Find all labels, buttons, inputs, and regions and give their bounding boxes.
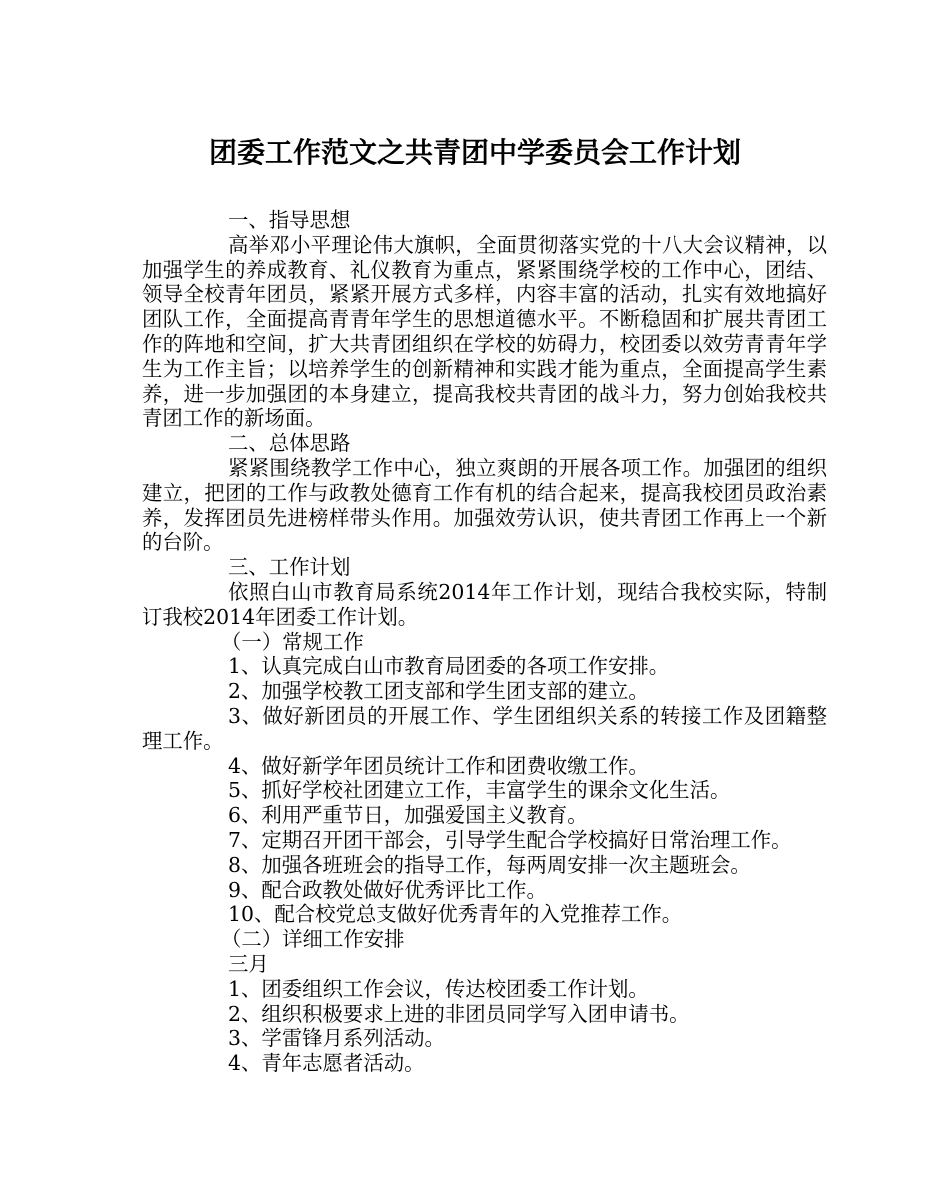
document-body xyxy=(142,208,827,1076)
list-item: 3、学雷锋月系列活动。 xyxy=(228,1026,445,1051)
paragraph-work-plan: 依照白山市教育局系统2014年工作计划，现结合我校实际，特制订我校2014年团委工作计划。 xyxy=(142,579,827,629)
list-item: 7、定期召开团干部会，引导学生配合学校搞好日常治理工作。 xyxy=(228,827,792,852)
list-item: 8、加强各班班会的指导工作，每两周安排一次主题班会。 xyxy=(228,852,751,877)
document-title: 团委工作范文之共青团中学委员会工作计划 xyxy=(208,136,741,169)
list-item: 3、做好新团员的开展工作、学生团组织关系的转接工作及团籍整理工作。 xyxy=(142,703,827,753)
section-heading-work-plan: 三、工作计划 xyxy=(228,555,351,580)
list-item: 1、团委组织工作会议，传达校团委工作计划。 xyxy=(228,976,649,1001)
paragraph-overall-approach: 紧紧围绕教学工作中心，独立爽朗的开展各项工作。加强团的组织建立，把团的工作与政教处德育工作有机的结合起来，提高我校团员政治素养，发挥团员先进榜样带头作用。加强效劳认识，使共青团工作再上一个新的台阶。 xyxy=(142,455,827,555)
list-item: 9、配合政教处做好优秀评比工作。 xyxy=(228,877,547,902)
list-item: 1、认真完成白山市教育局团委的各项工作安排。 xyxy=(228,654,670,679)
list-item: 4、做好新学年团员统计工作和团费收缴工作。 xyxy=(228,753,649,778)
list-item: 10、配合校党总支做好优秀青年的入党推荐工作。 xyxy=(228,902,683,927)
month-heading: 三月 xyxy=(228,951,269,976)
subsection-heading-detailed-arrangement: （二）详细工作安排 xyxy=(221,927,405,952)
paragraph-guiding-ideology: 高举邓小平理论伟大旗帜，全面贯彻落实党的十八大会议精神，以加强学生的养成教育、礼仪教育为重点，紧紧围绕学校的工作中心，团结、领导全校青年团员，紧紧开展方式多样，内容丰富的活动，扎实有效地搞好团队工作，全面提高青青年学生的思想道德水平。不断稳固和扩展共青团工作的阵地和空间，扩大共青团组织在学校的妨碍力，校团委以效劳青青年学生为工作主旨；以培养学生的创新精神和实践才能为重点，全面提高学生素养，进一步加强团的本身建立，提高我校共青团的战斗力，努力创始我校共青团工作的新场面。 xyxy=(142,232,827,431)
list-item: 6、利用严重节日，加强爱国主义教育。 xyxy=(228,803,588,828)
list-item: 5、抓好学校社团建立工作，丰富学生的课余文化生活。 xyxy=(228,778,731,803)
list-item: 4、青年志愿者活动。 xyxy=(228,1051,425,1076)
list-item: 2、加强学校教工团支部和学生团支部的建立。 xyxy=(228,679,649,704)
section-heading-guiding-ideology: 一、指导思想 xyxy=(228,208,351,232)
list-item: 2、组织积极要求上进的非团员同学写入团申请书。 xyxy=(228,1001,690,1026)
subsection-heading-routine-work: （一）常规工作 xyxy=(221,629,364,654)
section-heading-overall-approach: 二、总体思路 xyxy=(228,431,351,456)
